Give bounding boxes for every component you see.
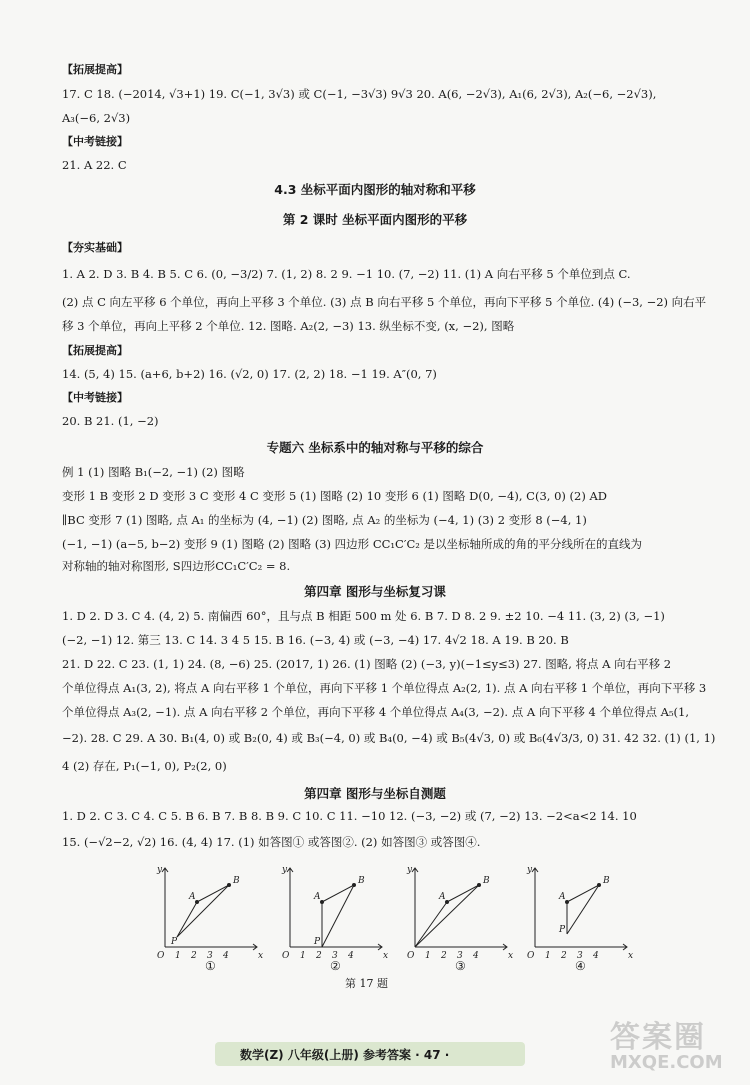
answer-line: −2). 28. C 29. A 30. B₁(4, 0) 或 B₂(0, 4) 或 B₃(−4, 0) 或 B₄(0, −4) 或 B₅(4√3, 0) 或 B₆(4√3/3, 0) 31. 42 32. (1) (1, 1) (62, 731, 716, 745)
answer-line: 4 (2) 存在, P₁(−1, 0), P₂(2, 0) (62, 759, 227, 773)
svg-text:A: A (559, 892, 566, 902)
svg-text:2: 2 (441, 951, 447, 961)
figure-3 (405, 862, 515, 972)
figure-label: ② (330, 959, 341, 973)
svg-text:P: P (171, 937, 178, 947)
answer-line: 21. D 22. C 23. (1, 1) 24. (8, −6) 25. (2017, 1) 26. (1) 图略 (2) (−3, y)(−1≤y≤3) 27. 图略, 将点 A 向右平移 2 (62, 657, 672, 671)
svg-text:3: 3 (332, 951, 338, 961)
section-subtitle: 第 2 课时 坐标平面内图形的平移 (282, 212, 468, 227)
svg-text:4: 4 (348, 951, 354, 961)
tag-exam-link: 【中考链接】 (62, 391, 128, 404)
answer-line: 17. C 18. (−2014, √3+1) 19. C(−1, 3√3) 或 C(−1, −3√3) 9√3 20. A(6, −2√3), A₁(6, 2√3), A₂(−6, −2√3), (62, 87, 657, 101)
answer-line: 20. B 21. (1, −2) (62, 414, 159, 428)
svg-text:1: 1 (300, 951, 306, 961)
svg-text:y: y (282, 865, 288, 875)
section-title: 第四章 图形与坐标自测题 (304, 786, 446, 801)
svg-text:3: 3 (207, 951, 213, 961)
figure-4 (525, 862, 635, 972)
answer-line: 14. (5, 4) 15. (a+6, b+2) 16. (√2, 0) 17. (2, 2) 18. −1 19. A″(0, 7) (62, 367, 437, 381)
svg-text:2: 2 (561, 951, 567, 961)
svg-text:4: 4 (593, 951, 599, 961)
answer-line: ∥BC 变形 7 (1) 图略, 点 A₁ 的坐标为 (4, −1) (2) 图略, 点 A₂ 的坐标为 (−4, 1) (3) 2 变形 8 (−4, 1) (62, 513, 587, 527)
tag-extension: 【拓展提高】 (62, 63, 128, 76)
answer-line: (−2, −1) 12. 第三 13. C 14. 3 4 5 15. B 16. (−3, 4) 或 (−3, −4) 17. 4√2 18. A 19. B 20. B (62, 633, 569, 647)
answer-line: 1. A 2. D 3. B 4. B 5. C 6. (0, −3/2) 7. (1, 2) 8. 2 9. −1 10. (7, −2) 11. (1) A 向右平移 5 个单位到点 C. (62, 267, 631, 281)
tag-extension: 【拓展提高】 (62, 344, 128, 357)
answer-line: 移 3 个单位，再向上平移 2 个单位. 12. 图略. A₂(2, −3) 13. 纵坐标不变, (x, −2), 图略 (62, 319, 515, 333)
figure-label: ① (205, 959, 216, 973)
answer-line: (2) 点 C 向左平移 6 个单位，再向上平移 3 个单位. (3) 点 B 向右平移 5 个单位，再向下平移 5 个单位. (4) (−3, −2) 向右平 (62, 295, 707, 309)
figure-label: ④ (575, 959, 586, 973)
svg-text:B: B (233, 876, 240, 886)
section-title: 第四章 图形与坐标复习课 (304, 584, 446, 599)
svg-text:x: x (258, 951, 264, 961)
watermark-text: 答案圈 (610, 1020, 706, 1055)
answer-line: 对称轴的轴对称图形, S四边形CC₁C′C₂ = 8. (62, 559, 291, 573)
answer-line: 例 1 (1) 图略 B₁(−2, −1) (2) 图略 (62, 465, 245, 479)
answer-line: 21. A 22. C (62, 158, 127, 172)
svg-text:O: O (157, 951, 165, 961)
figure-2 (280, 862, 390, 972)
svg-text:x: x (628, 951, 634, 961)
section-title: 专题六 坐标系中的轴对称与平移的综合 (266, 440, 484, 455)
svg-text:y: y (157, 865, 163, 875)
svg-text:A: A (439, 892, 446, 902)
coordinate-diagram (155, 862, 265, 962)
answer-line: 15. (−√2−2, √2) 16. (4, 4) 17. (1) 如答图① 或答图②. (2) 如答图③ 或答图④. (62, 835, 481, 849)
answer-line: 1. D 2. C 3. C 4. C 5. B 6. B 7. B 8. B 9. C 10. C 11. −10 12. (−3, −2) 或 (7, −2) 13. −2<a<2 14. 10 (62, 809, 637, 823)
svg-text:O: O (407, 951, 415, 961)
svg-text:3: 3 (457, 951, 463, 961)
svg-text:O: O (527, 951, 535, 961)
svg-text:P: P (314, 937, 321, 947)
watermark-logo (610, 1012, 740, 1074)
svg-text:B: B (358, 876, 365, 886)
answer-line: 个单位得点 A₃(2, −1). 点 A 向右平移 2 个单位，再向下平移 4 个单位得点 A₄(3, −2). 点 A 向下平移 4 个单位得点 A₅(1, (62, 705, 690, 719)
svg-text:1: 1 (545, 951, 551, 961)
svg-text:P: P (559, 925, 566, 935)
svg-text:A: A (189, 892, 196, 902)
tag-foundation: 【夯实基础】 (62, 241, 128, 254)
svg-text:x: x (383, 951, 389, 961)
svg-text:1: 1 (425, 951, 431, 961)
answer-line: (−1, −1) (a−5, b−2) 变形 9 (1) 图略 (2) 图略 (3) 四边形 CC₁C′C₂ 是以坐标轴所成的角的平分线所在的直线为 (62, 537, 643, 551)
watermark-url: MXQE.COM (610, 1052, 723, 1073)
svg-text:2: 2 (316, 951, 322, 961)
svg-text:1: 1 (175, 951, 181, 961)
tag-exam-link: 【中考链接】 (62, 135, 128, 148)
svg-text:4: 4 (223, 951, 229, 961)
coordinate-diagram (525, 862, 635, 962)
answer-line: 个单位得点 A₁(3, 2), 将点 A 向右平移 1 个单位，再向下平移 1 个单位得点 A₂(2, 1). 点 A 向右平移 1 个单位，再向下平移 3 (62, 681, 707, 695)
svg-text:O: O (282, 951, 290, 961)
svg-text:4: 4 (473, 951, 479, 961)
section-title: 4.3 坐标平面内图形的轴对称和平移 (274, 182, 476, 197)
answer-line: 变形 1 B 变形 2 D 变形 3 C 变形 4 C 变形 5 (1) 图略 (2) 10 变形 6 (1) 图略 D(0, −4), C(3, 0) (2) AD (62, 489, 608, 503)
svg-text:2: 2 (191, 951, 197, 961)
svg-text:y: y (407, 865, 413, 875)
answer-line: 1. D 2. D 3. C 4. (4, 2) 5. 南偏西 60°，且与点 B 相距 500 m 处 6. B 7. D 8. 2 9. ±2 10. −4 11. (3, 2) (3, −1) (62, 609, 665, 623)
svg-text:B: B (483, 876, 490, 886)
svg-text:3: 3 (577, 951, 583, 961)
svg-text:y: y (527, 865, 533, 875)
figure-label: ③ (455, 959, 466, 973)
figure-1 (155, 862, 265, 972)
svg-text:B: B (603, 876, 610, 886)
answer-line: A₃(−6, 2√3) (62, 111, 131, 125)
coordinate-diagram (405, 862, 515, 962)
coordinate-diagram (280, 862, 390, 962)
svg-text:A: A (314, 892, 321, 902)
svg-text:x: x (508, 951, 514, 961)
page-footer: 数学(Z) 八年级(上册) 参考答案 · 47 · (240, 1048, 450, 1062)
figure-caption: 第 17 题 (345, 977, 388, 990)
